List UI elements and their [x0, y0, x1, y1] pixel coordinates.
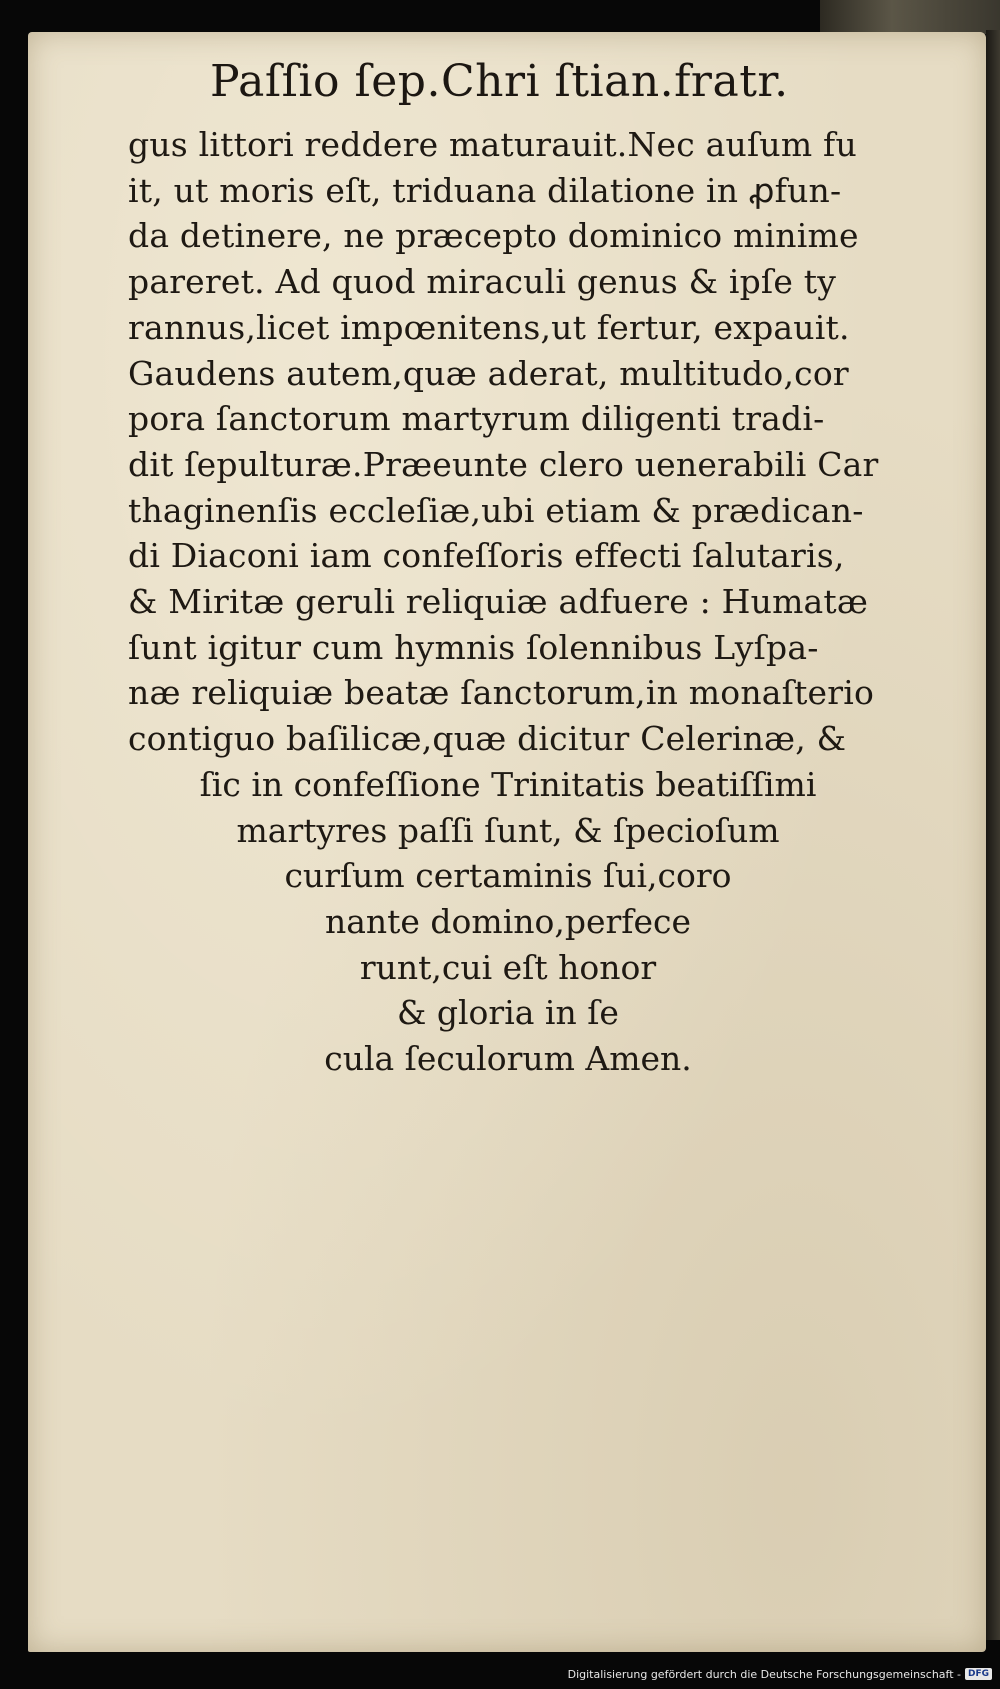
text-line: ſunt igitur cum hymnis ſolennibus Lyſpa- — [128, 627, 819, 667]
text-line: dit ſepulturæ.Præeunte clero uenerabili Car — [128, 444, 879, 484]
text-line: it, ut moris eſt, triduana dilatione in ꝓfun- — [128, 170, 842, 210]
text-line: martyres paſſi ſunt, & ſpecioſum — [236, 810, 780, 850]
text-line: thaginenſis eccleſiæ,ubi etiam & prædican- — [128, 490, 864, 530]
digitization-credit — [568, 1663, 992, 1685]
text-line: rannus,licet impœnitens,ut fertur, expauit. — [128, 307, 850, 347]
text-line: cula ſeculorum Amen. — [324, 1039, 692, 1079]
text-block — [128, 122, 888, 1082]
book-edge-top — [820, 0, 1000, 34]
credit-text: Digitalisierung gefördert durch die Deutsche Forschungsgemeinschaft - — [567, 1667, 961, 1681]
text-line: ſic in confeſſione Trinitatis beatiſſimi — [199, 764, 817, 804]
text-line: pareret. Ad quod miraculi genus & ipſe ty — [128, 262, 837, 302]
text-line: & gloria in ſe — [397, 993, 619, 1033]
text-line: gus littori reddere maturauit.Nec auſum fu — [128, 125, 857, 164]
dfg-logo-icon: DFG — [965, 1668, 992, 1680]
text-line: contiguo baſilicæ,quæ dicitur Celerinæ, & — [128, 719, 847, 759]
book-edge-right — [986, 30, 1000, 1640]
text-line: curſum certaminis ſui,coro — [284, 856, 732, 896]
text-line: runt,cui eſt honor — [359, 947, 657, 987]
text-line: nante domino,perfece — [324, 901, 692, 941]
text-line: da detinere, ne præcepto dominico minime — [128, 216, 859, 256]
running-header: Paſſio ſep.Chri ſtian.fratr. — [210, 56, 789, 107]
text-line: Gaudens autem,quæ aderat, multitudo,cor — [128, 353, 849, 393]
text-line: & Miritæ geruli reliquiæ adfuere : Humatæ — [128, 582, 869, 622]
text-line: pora ſanctorum martyrum diligenti tradi- — [128, 399, 825, 439]
text-line: næ reliquiæ beatæ ſanctorum,in monaſterio — [128, 673, 875, 713]
text-line: di Diaconi iam confeſſoris effecti ſalutaris, — [128, 536, 845, 576]
